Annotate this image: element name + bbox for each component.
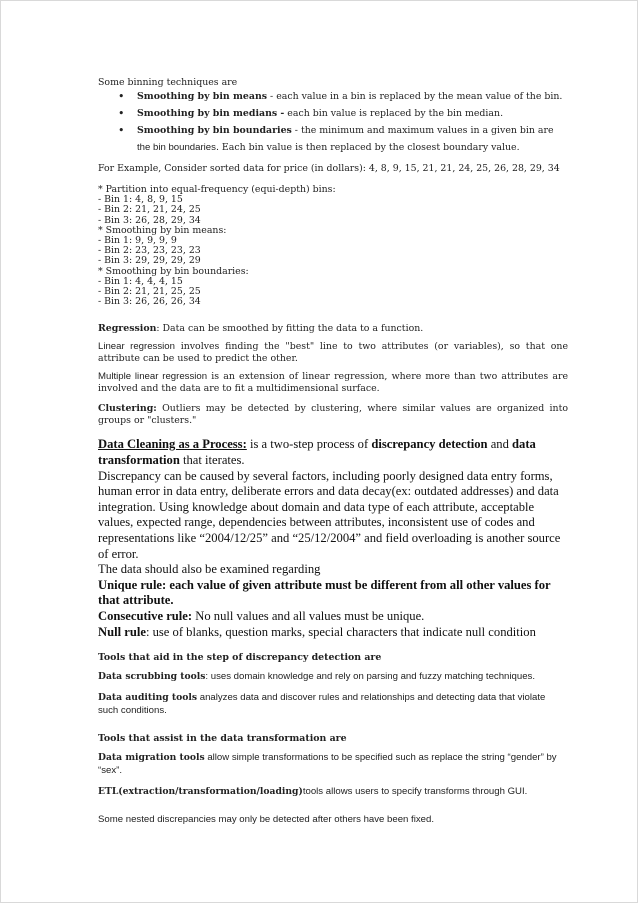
etl-tools (98, 785, 568, 798)
bin-line: - Bin 1: 9, 9, 9, 9 (98, 235, 177, 247)
unique-rule-term: Unique rule: (98, 577, 167, 592)
unique-rule (98, 578, 568, 609)
process-body: Discrepancy can be caused by several factors, including poorly designed data entry forms, human error in data entry, deliberate errors and data decay(ex: outdated addresses) and data integration. Using knowledge about domain and data type of each attribute, acceptable values, expected range, dependencies between attributes, inconsistent use of codes and representations like “2004/12/25” and “25/12/2004” and field overloading is another source of error. (98, 468, 561, 561)
detection-tools-heading: Tools that aid in the step of discrepancy detection are (98, 652, 382, 664)
bullet-continuation (137, 142, 568, 154)
bin-line: - Bin 3: 26, 28, 29, 34 (98, 214, 201, 226)
null-rule-text: : use of blanks, question marks, special characters that indicate null condition (145, 624, 536, 639)
list-item (98, 125, 568, 154)
etl-tools-term: ETL(extraction/transformation/loading) (98, 786, 303, 798)
bullet-text: - each value in a bin is replaced by the mean value of the bin. (267, 91, 563, 102)
binning-list (98, 91, 568, 154)
bullet-term: Smoothing by bin medians - (137, 108, 285, 119)
consecutive-rule-term: Consecutive rule: (98, 608, 193, 623)
process-heading: Data Cleaning as a Process: (98, 437, 247, 452)
scrubbing-tools-term: Data scrubbing tools (98, 671, 206, 683)
auditing-tools-text: analyzes data and discover rules and relationships and detecting data that violate such conditions. (98, 692, 546, 717)
unique-rule-text: each value of given attribute must be different from all other values for that attribute. (98, 577, 551, 608)
process-intro (98, 437, 568, 468)
bullet-text: - the minimum and maximum values in a given bin are (291, 125, 554, 136)
final-note: Some nested discrepancies may only be detected after others have been fixed. (98, 814, 434, 826)
bin-line: - Bin 1: 4, 8, 9, 15 (98, 194, 183, 206)
bin-line: - Bin 2: 21, 21, 25, 25 (98, 286, 201, 298)
scrubbing-tools (98, 670, 568, 683)
migration-tools-text: allow simple transformations to be specified such as replace the string “gender” by “sex”. (98, 752, 557, 777)
intro-text: Some binning techniques are (98, 77, 238, 88)
linear-regression-paragraph (98, 341, 568, 365)
etl-tools-text: tools allows users to specify transforms through GUI. (302, 786, 528, 798)
binning-example (98, 185, 568, 307)
null-rule-term: Null rule (98, 624, 146, 639)
process-examined: The data should also be examined regarding (98, 562, 321, 577)
bin-line: - Bin 2: 23, 23, 23, 23 (98, 245, 201, 257)
multiple-regression-paragraph (98, 371, 568, 395)
cleaning-process-section (98, 437, 568, 640)
multiple-regression-term: Multiple linear regression (98, 371, 208, 383)
migration-tools-term: Data migration tools (98, 752, 205, 764)
means-heading: * Smoothing by bin means: (98, 224, 227, 236)
transformation-tools-heading: Tools that assist in the data transformation are (98, 733, 347, 745)
example-text: For Example, Consider sorted data for price (in dollars): 4, 8, 9, 15, 21, 21, 24, 25, 26, 28, 29, 34 (98, 163, 560, 174)
bullet-term: Smoothing by bin boundaries (137, 125, 292, 136)
bullet-term: Smoothing by bin means (137, 91, 268, 102)
scrubbing-tools-text: : uses domain knowledge and rely on parsing and fuzzy matching techniques. (205, 671, 535, 683)
consecutive-rule (98, 609, 568, 625)
clustering-paragraph (98, 403, 568, 427)
multiple-regression-text: is an extension of linear regression, where more than two attributes are involved and the data are to fit a multidimensional surface. (98, 371, 568, 395)
clustering-text: Outliers may be detected by clustering, where similar values are organized into groups or "clusters." (98, 403, 568, 427)
clustering-term: Clustering: (98, 403, 157, 415)
consecutive-rule-text: No null values and all values must be unique. (192, 608, 425, 623)
boundaries-heading: * Smoothing by bin boundaries: (98, 265, 249, 277)
auditing-tools-term: Data auditing tools (98, 692, 198, 704)
linear-regression-term: Linear regression (98, 341, 175, 353)
null-rule (98, 625, 568, 641)
process-text-c: and (487, 437, 513, 452)
process-term-detection: discrepancy detection (371, 437, 488, 452)
linear-regression-text: involves finding the "best" line to two attributes (or variables), so that one attribute can be used to predict the other. (98, 341, 568, 365)
bullet-cont-serif: . Each bin value is then replaced by the closest boundary value. (215, 142, 520, 153)
migration-tools (98, 751, 568, 777)
regression-paragraph (98, 323, 568, 335)
bin-line: - Bin 3: 26, 26, 26, 34 (98, 296, 201, 308)
regression-term: Regression (98, 323, 157, 335)
list-item (98, 108, 568, 120)
process-text-a: is a two-step process of (246, 437, 372, 452)
bullet-text: each bin value is replaced by the bin median. (284, 108, 504, 119)
auditing-tools (98, 691, 568, 717)
list-item (98, 91, 568, 103)
bin-line: - Bin 1: 4, 4, 4, 15 (98, 275, 183, 287)
partition-heading: * Partition into equal-frequency (equi-depth) bins: (98, 184, 336, 195)
bin-line: - Bin 3: 29, 29, 29, 29 (98, 255, 201, 267)
process-text-e: that iterates. (179, 453, 245, 468)
bullet-cont-sans: the bin boundaries (137, 142, 216, 153)
regression-text: : Data can be smoothed by fitting the data to a function. (156, 323, 424, 335)
page-content (98, 77, 568, 826)
bin-line: - Bin 2: 21, 21, 24, 25 (98, 204, 201, 216)
process-term-transformation: data transformation (98, 437, 536, 468)
